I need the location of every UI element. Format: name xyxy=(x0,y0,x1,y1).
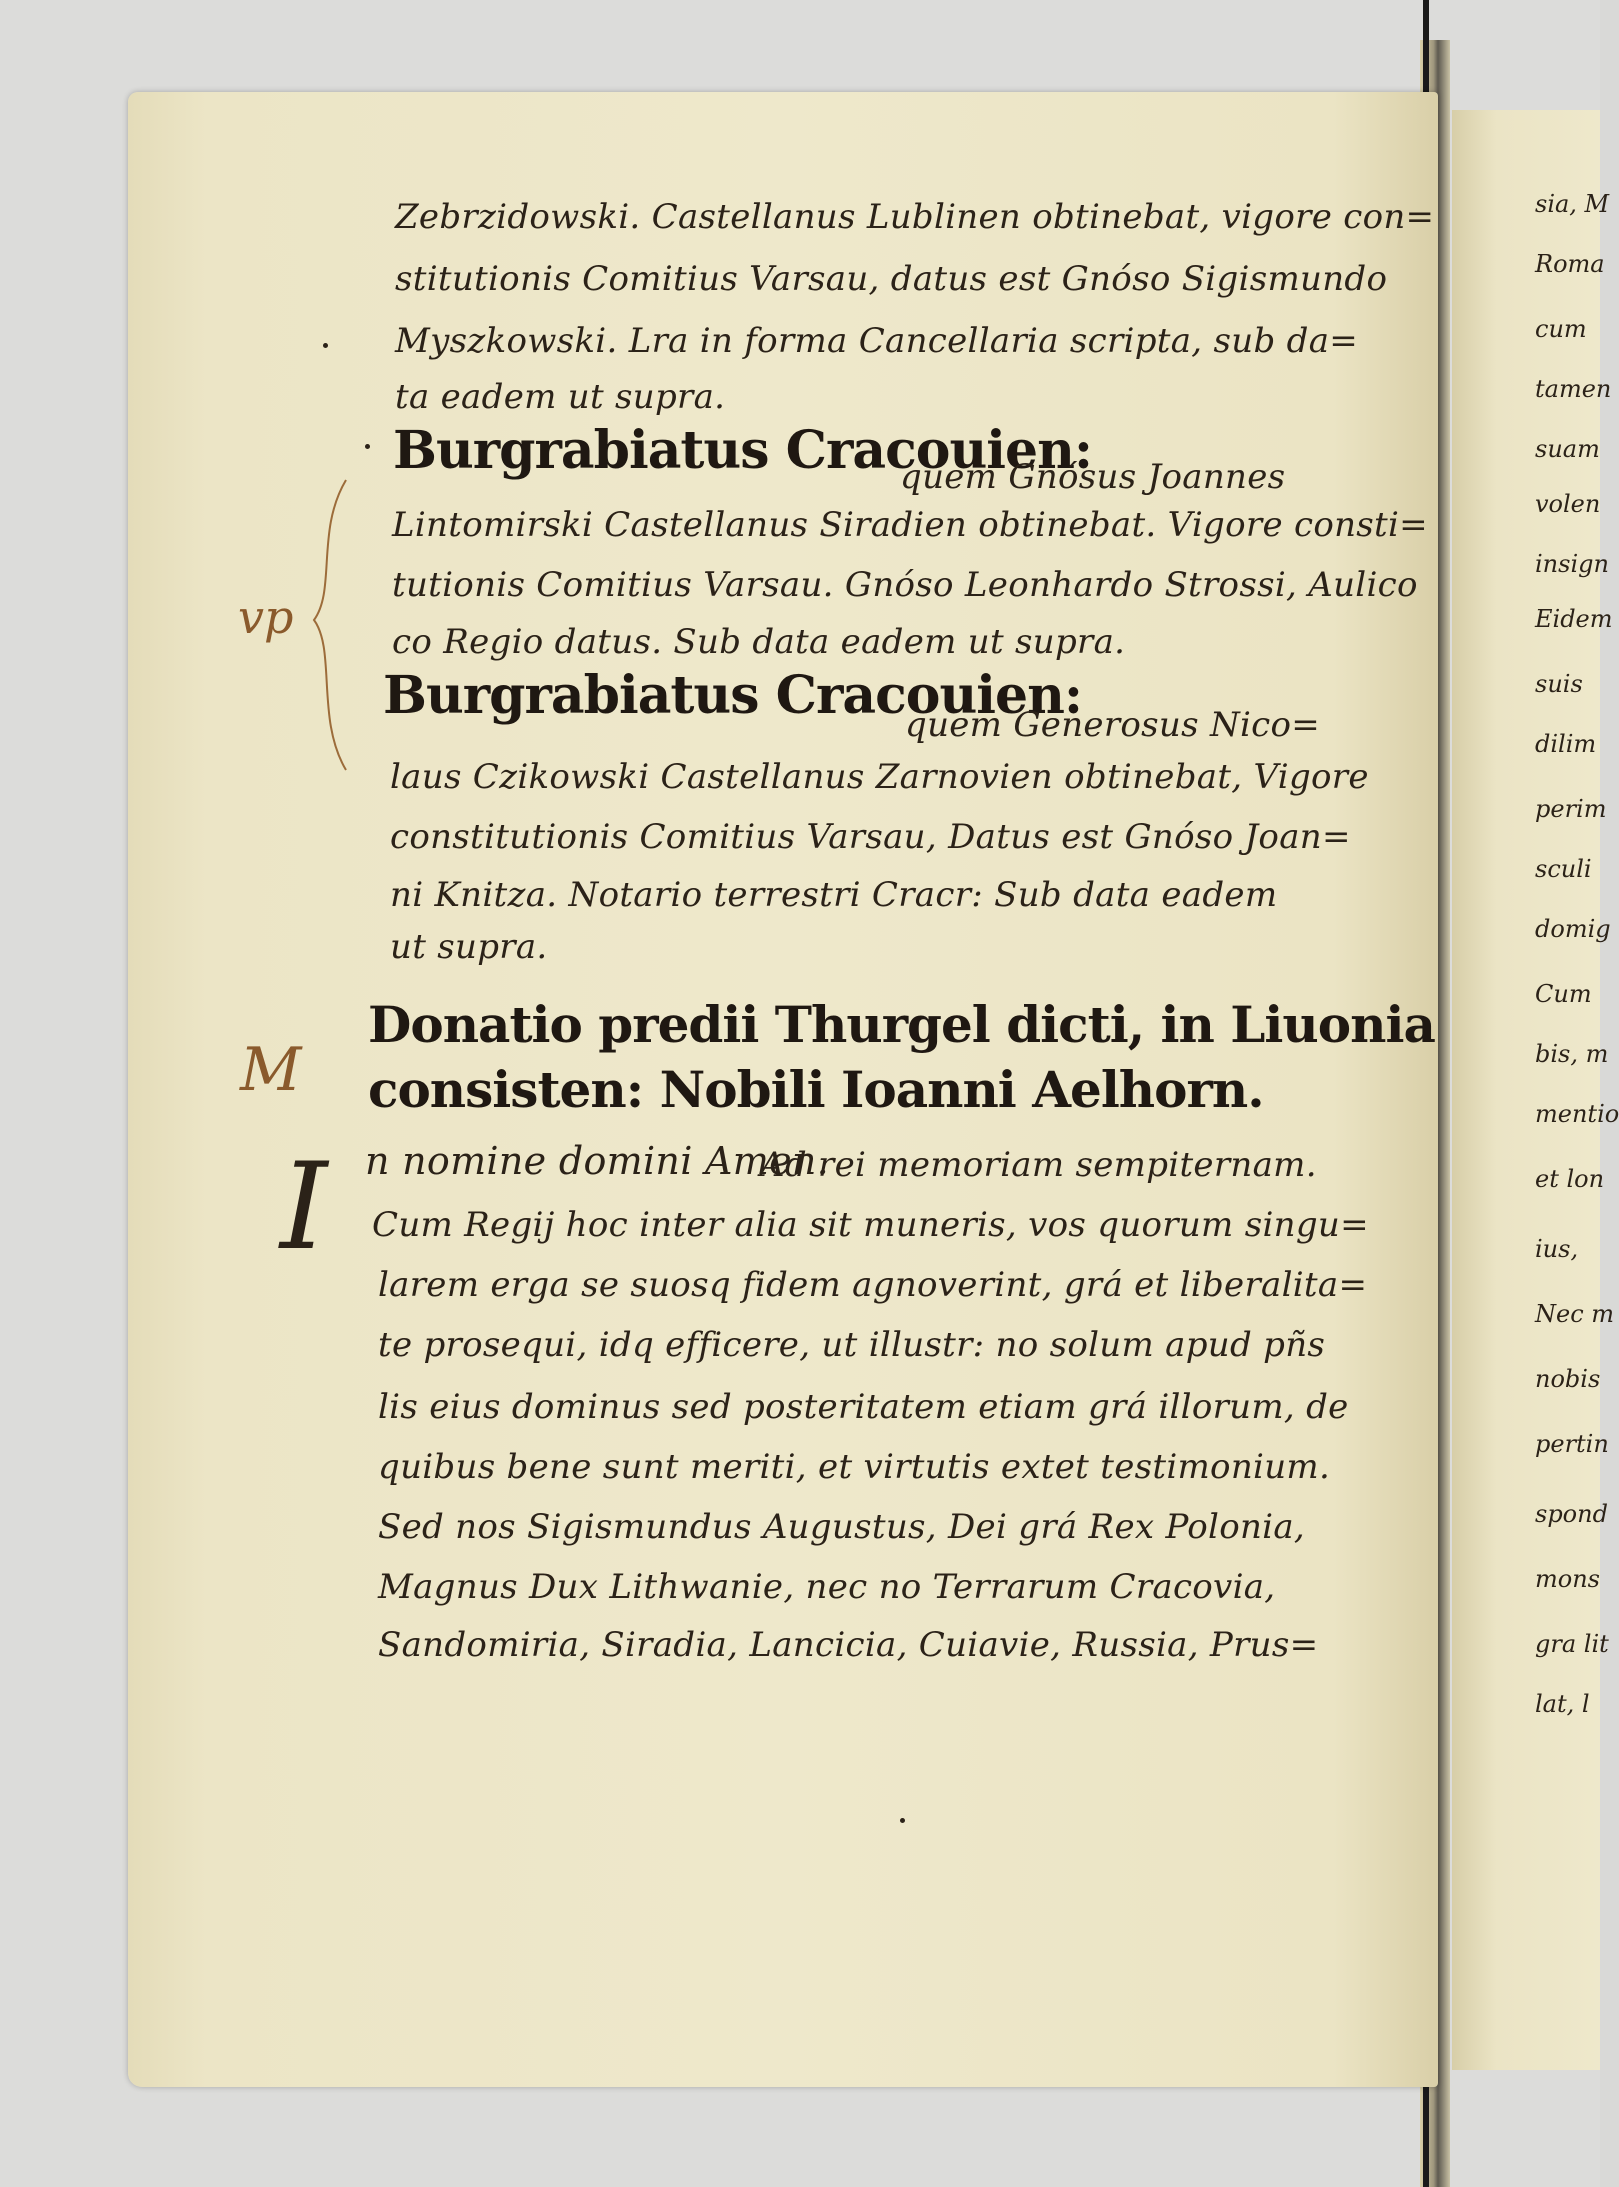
facing-fragment: spond xyxy=(1535,1500,1608,1528)
facing-fragment: tamen xyxy=(1535,375,1612,403)
entry-3-line-4: ni Knitza. Notario terrestri Cracr: Sub data eadem xyxy=(390,875,1278,915)
entry-2-line-4: co Regio datus. Sub data eadem ut supra. xyxy=(392,622,1126,662)
entry-4-line-8: Magnus Dux Lithwanie, nec no Terrarum Cracovia, xyxy=(378,1567,1276,1607)
entry-4-heading-line-1: Donatio predii Thurgel dicti, in Liuonia xyxy=(368,995,1435,1054)
facing-fragment: pertin xyxy=(1535,1430,1609,1458)
entry-4-line-5: lis eius dominus sed posteritatem etiam grá illorum, de xyxy=(378,1387,1349,1427)
facing-fragment: dilim xyxy=(1535,730,1597,758)
entry-2-heading: Burgrabiatus Cracouien: xyxy=(393,420,1093,481)
margin-bracket xyxy=(306,470,366,780)
entry-4-line-2: Cum Regij hoc inter alia sit muneris, vos quorum singu= xyxy=(372,1205,1369,1245)
facing-fragment: ius, xyxy=(1535,1235,1579,1263)
entry-1-line-4: ta eadem ut supra. xyxy=(395,377,726,417)
decorated-initial: I xyxy=(280,1138,328,1277)
entry-4-opening: n nomine domini Amen. xyxy=(365,1139,830,1183)
facing-fragment: cum xyxy=(1535,315,1587,343)
ink-dot xyxy=(365,444,370,449)
facing-fragment: nobis xyxy=(1535,1365,1601,1393)
entry-4-line-1: Ad rei memoriam sempiternam. xyxy=(760,1145,1317,1185)
entry-4-line-7: Sed nos Sigismundus Augustus, Dei grá Rex Polonia, xyxy=(378,1507,1306,1547)
facing-fragment: bis, m xyxy=(1535,1040,1609,1068)
entry-3-line-5: ut supra. xyxy=(390,927,548,967)
entry-2-line-3: tutionis Comitius Varsau. Gnóso Leonhardo Strossi, Aulico xyxy=(392,565,1418,605)
facing-fragment: domig xyxy=(1535,915,1611,943)
facing-fragment: Nec m xyxy=(1535,1300,1615,1328)
facing-fragment: sculi xyxy=(1535,855,1592,883)
entry-4-line-4: te prosequi, idq efficere, ut illustr: no solum apud pñs xyxy=(378,1325,1326,1365)
facing-fragment: suis xyxy=(1535,670,1583,698)
facing-fragment: sia, M xyxy=(1535,190,1610,218)
entry-2-line-2: Lintomirski Castellanus Siradien obtinebat. Vigore consti= xyxy=(392,505,1428,545)
entry-3-heading: Burgrabiatus Cracouien: xyxy=(383,665,1083,726)
facing-page xyxy=(1452,110,1600,2070)
facing-fragment: insign xyxy=(1535,550,1609,578)
ink-dot xyxy=(900,1818,905,1823)
margin-note-m: M xyxy=(240,1035,302,1105)
facing-fragment: Eidem xyxy=(1535,605,1613,633)
entry-4-line-3: larem erga se suosq fidem agnoverint, grá et liberalita= xyxy=(378,1265,1368,1305)
facing-fragment: volen xyxy=(1535,490,1601,518)
ink-dot xyxy=(323,343,328,348)
entry-3-line-2: laus Czikowski Castellanus Zarnovien obtinebat, Vigore xyxy=(390,757,1369,797)
margin-note-vp: vp xyxy=(238,590,294,644)
entry-1-line-2: stitutionis Comitius Varsau, datus est Gnóso Sigismundo xyxy=(395,259,1388,299)
entry-2-line-1: quem Gnósus Joannes xyxy=(900,457,1286,497)
facing-fragment: Roma xyxy=(1535,250,1605,278)
facing-fragment: Cum xyxy=(1535,980,1592,1008)
facing-fragment: mentio xyxy=(1535,1100,1619,1128)
facing-fragment: gra lit xyxy=(1535,1630,1609,1658)
entry-3-line-1: quem Generosus Nico= xyxy=(905,705,1321,745)
entry-1-line-1: Zebrzidowski. Castellanus Lublinen obtinebat, vigore con= xyxy=(395,197,1435,237)
facing-fragment: mons xyxy=(1535,1565,1600,1593)
entry-4-line-6: quibus bene sunt meriti, et virtutis extet testimonium. xyxy=(378,1447,1331,1487)
facing-fragment: perim xyxy=(1535,795,1607,823)
entry-1-line-3: Myszkowski. Lra in forma Cancellaria scripta, sub da= xyxy=(395,321,1359,361)
entry-4-heading-line-2: consisten: Nobili Ioanni Aelhorn. xyxy=(368,1060,1264,1119)
facing-fragment: suam xyxy=(1535,435,1600,463)
entry-4-line-9: Sandomiria, Siradia, Lancicia, Cuiavie, Russia, Prus= xyxy=(378,1625,1319,1665)
facing-fragment: lat, l xyxy=(1535,1690,1590,1718)
facing-fragment: et lon xyxy=(1535,1165,1605,1193)
entry-3-line-3: constitutionis Comitius Varsau, Datus est Gnóso Joan= xyxy=(390,817,1351,857)
